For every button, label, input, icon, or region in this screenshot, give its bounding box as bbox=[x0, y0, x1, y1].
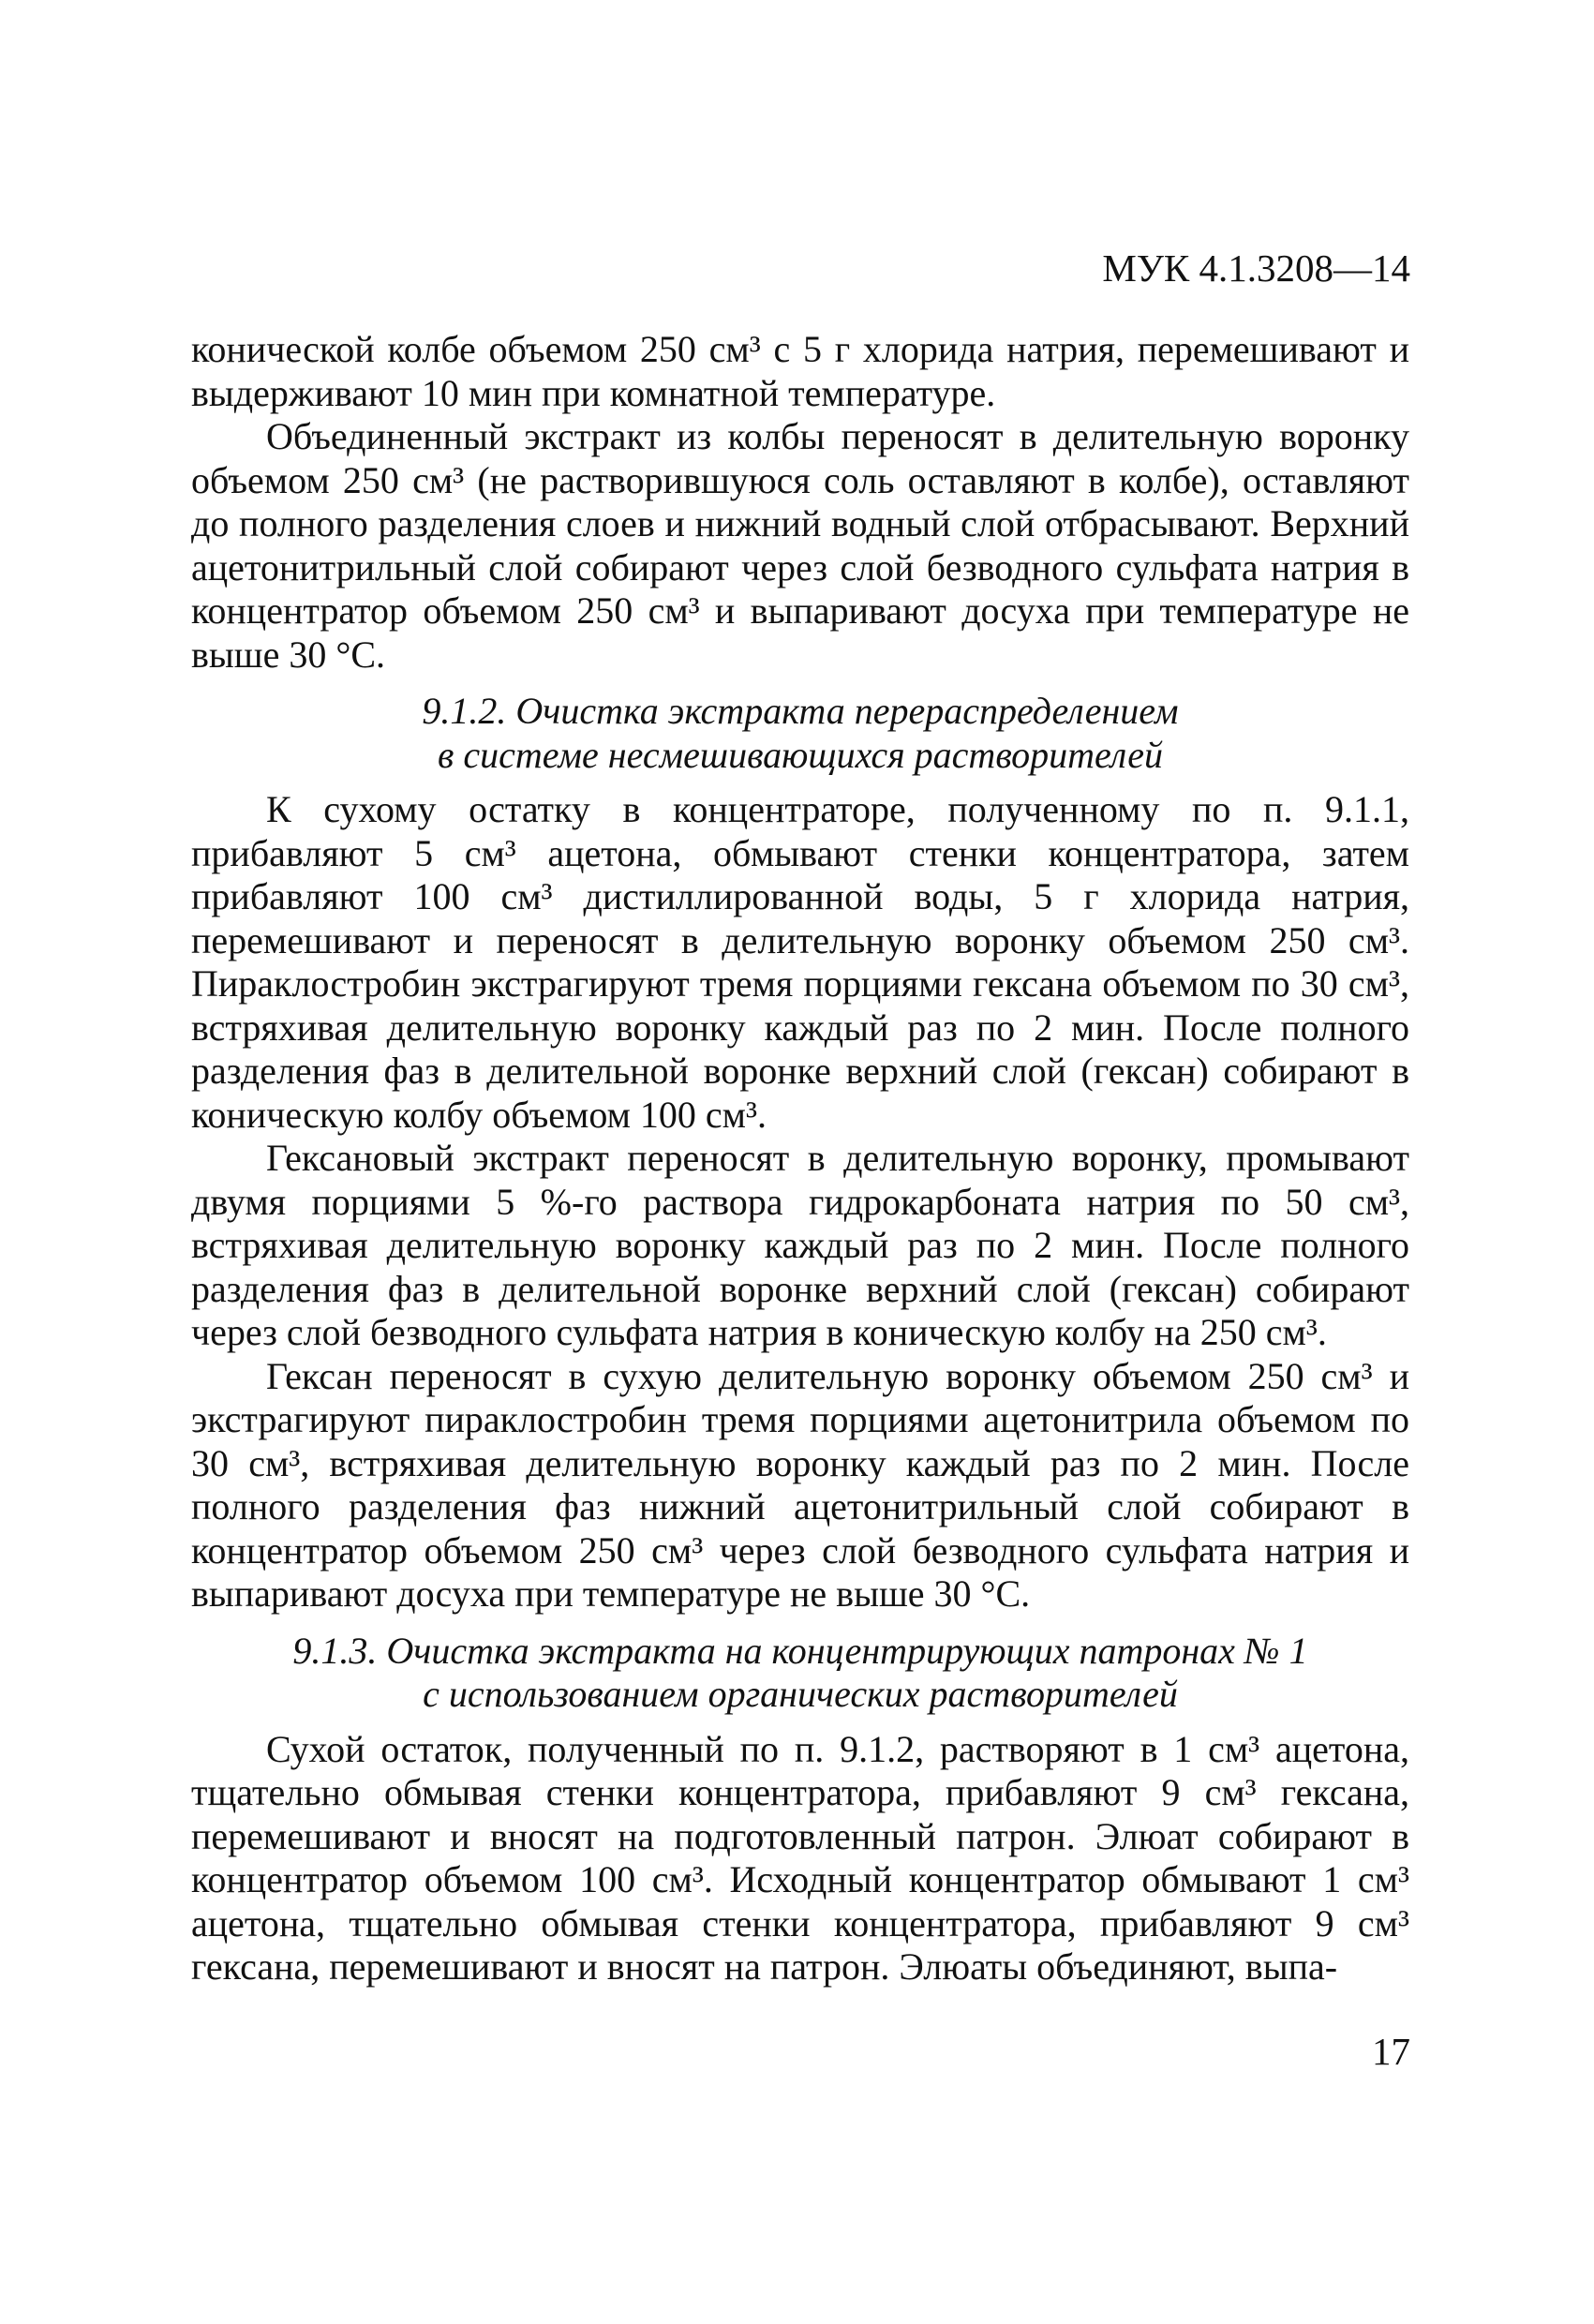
page-number: 17 bbox=[1372, 2030, 1410, 2073]
paragraph-hexane-extract: Гексановый экстракт переносят в делительную воронку, промывают двумя порциями 5 %-го раствора гидрокарбоната натрия по 50 см³, встряхивая делительную воронку каждый раз по 2 мин. После полного разделения фаз в делительной воронке верхний слой (гексан) собирают через слой безводного сульфата натрия в коническую колбу на 250 см³. bbox=[191, 1137, 1409, 1353]
paragraph-continuation: конической колбе объемом 250 см³ с 5 г хлорида натрия, перемешивают и выдерживают 10 мин при комнатной температуре. bbox=[191, 328, 1409, 414]
section-heading-9-1-3-line2: с использованием органических растворителей bbox=[423, 1673, 1178, 1715]
paragraph-dry-residue: К сухому остатку в концентраторе, полученному по п. 9.1.1, прибавляют 5 см³ ацетона, обмывают стенки концентратора, затем прибавляют 100 см³ дистиллированной воды, 5 г хлорида натрия, перемешивают и переносят в делительную воронку объемом 250 см³. Пираклостробин экстрагируют тремя порциями гексана объемом по 30 см³, встряхивая делительную воронку каждый раз по 2 мин. После полного разделения фаз в делительной воронке верхний слой (гексан) собирают в коническую колбу объемом 100 см³. bbox=[191, 788, 1409, 1136]
paragraph-cartridge-cleanup: Сухой остаток, полученный по п. 9.1.2, растворяют в 1 см³ ацетона, тщательно обмывая стенки концентратора, прибавляют 9 см³ гексана, перемешивают и вносят на подготовленный патрон. Элюат собирают в концентратор объемом 100 см³. Исходный концентратор обмывают 1 см³ ацетона, тщательно обмывая стенки концентратора, прибавляют 9 см³ гексана, перемешивают и вносят на патрон. Элюаты объединяют, выпа- bbox=[191, 1727, 1409, 1988]
document-code-header: МУК 4.1.3208—14 bbox=[1102, 246, 1410, 290]
section-heading-9-1-2-line2: в системе несмешивающихся растворителей bbox=[437, 733, 1163, 776]
section-heading-9-1-2-line1: 9.1.2. Очистка экстракта перераспределением bbox=[422, 690, 1179, 732]
section-heading-9-1-3-line1: 9.1.3. Очистка экстракта на концентрирующих патронах № 1 bbox=[292, 1629, 1308, 1672]
section-heading-9-1-2 bbox=[191, 690, 1409, 777]
section-heading-9-1-3 bbox=[191, 1630, 1409, 1717]
document-body bbox=[191, 328, 1409, 1989]
paragraph-combined-extract: Объединенный экстракт из колбы переносят в делительную воронку объемом 250 см³ (не растворившуюся соль оставляют в колбе), оставляют до полного разделения слоев и нижний водный слой отбрасывают. Верхний ацетонитрильный слой собирают через слой безводного сульфата натрия в концентратор объемом 250 см³ и выпаривают досуха при температуре не выше 30 °С. bbox=[191, 415, 1409, 676]
paragraph-hexane-transfer: Гексан переносят в сухую делительную воронку объемом 250 см³ и экстрагируют пираклостробин тремя порциями ацетонитрила объемом по 30 см³, встряхивая делительную воронку каждый раз по 2 мин. После полного разделения фаз нижний ацетонитрильный слой собирают в концентратор объемом 250 см³ через слой безводного сульфата натрия и выпаривают досуха при температуре не выше 30 °С. bbox=[191, 1354, 1409, 1615]
